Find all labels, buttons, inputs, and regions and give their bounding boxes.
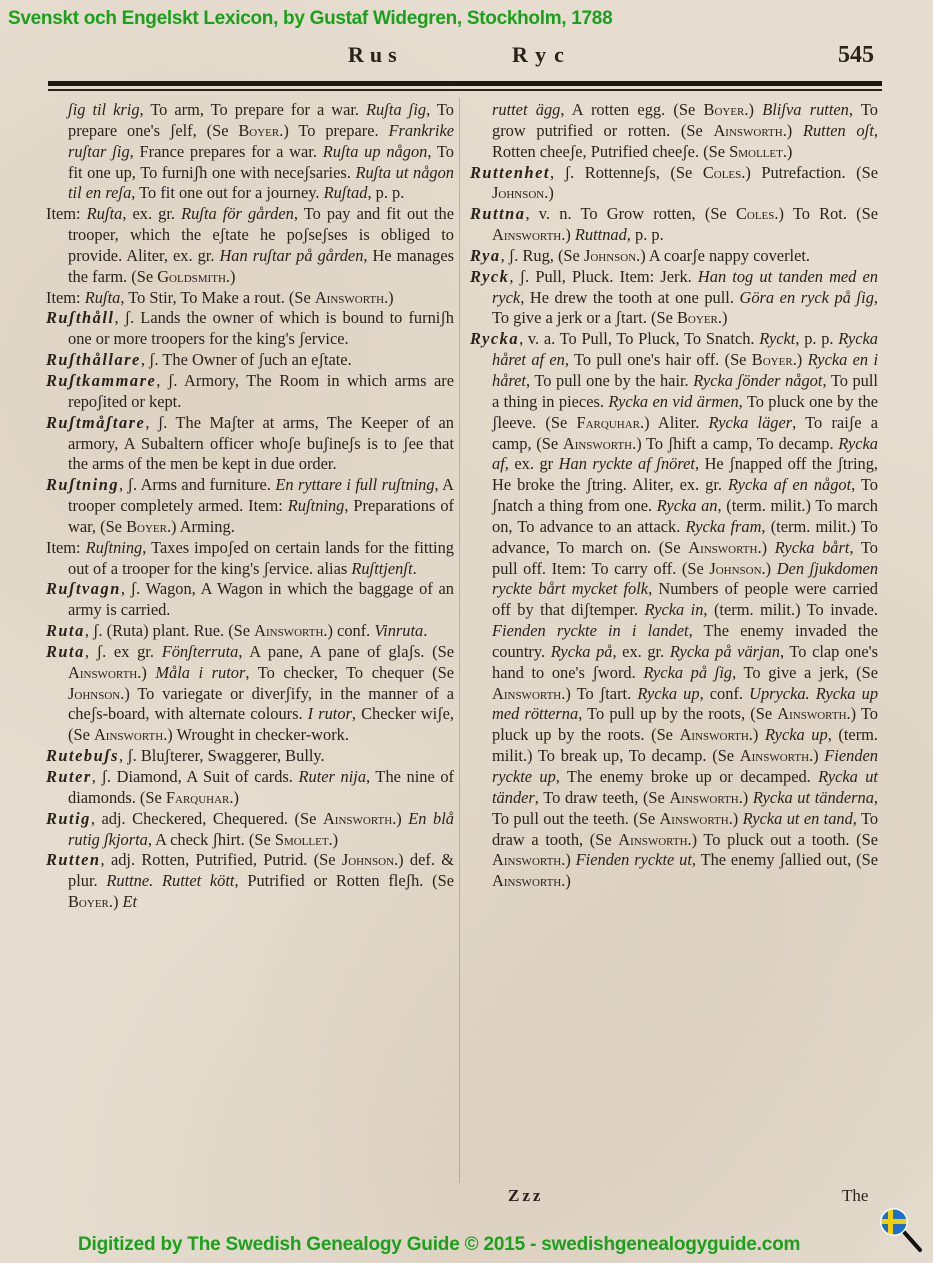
definition-text: , v. n. To Grow rotten, (Se: [525, 204, 736, 224]
definition-text: .): [792, 350, 808, 370]
source-reference: Ainsworth: [492, 225, 562, 245]
source-reference: Ainsworth: [314, 287, 385, 307]
source-reference: Ainsworth: [492, 683, 562, 703]
swedish-phrase: ruttet ägg: [492, 100, 561, 119]
swedish-phrase: Den ʃjukdomen ryckte bårt mycket folk: [492, 558, 879, 599]
swedish-phrase: Rycka på värjan: [669, 641, 780, 661]
swedish-phrase: Rycka håret af en: [492, 329, 878, 370]
definition-text: .): [561, 871, 571, 891]
definition-text: , p. p.: [626, 225, 664, 245]
definition-text: , Preparations of war, (Se: [68, 496, 454, 536]
definition-text: , To draw teeth, (Se: [534, 787, 670, 807]
catchword: The: [842, 1186, 869, 1205]
swedish-phrase: Ruʃtad: [323, 183, 368, 203]
swedish-phrase: En ryttare i full ruʃtning: [275, 475, 435, 495]
definition-text: , To pull off. Item: To carry off. (Se: [492, 537, 878, 578]
dictionary-entry: [46, 371, 454, 413]
source-reference: Ainsworth: [254, 621, 324, 641]
dictionary-entry: [46, 621, 454, 642]
source-reference: Johnson: [492, 183, 545, 203]
dictionary-entry: [46, 204, 454, 287]
definition-text: , To checker, To chequer (Se: [245, 662, 454, 682]
dictionary-entry: [470, 163, 878, 205]
swedish-phrase: Rycka fram: [685, 516, 762, 536]
definition-text: .: [423, 621, 428, 641]
swedish-phrase: Rycka up: [637, 683, 700, 703]
source-reference: Ainsworth: [93, 725, 164, 745]
dictionary-entry: [470, 246, 878, 267]
swedish-phrase: Ruʃta: [86, 204, 123, 224]
definition-text: , To pay and fit out the trooper, which the eʃtate he poʃseʃses is obliged to provide. Aliter, ex. gr.: [68, 204, 454, 265]
definition-text: .): [225, 266, 236, 286]
definition-text: .): [748, 725, 765, 745]
source-reference: Farquhar: [576, 412, 640, 432]
definition-text: .) To ʃtart.: [561, 683, 638, 703]
definition-text: , To grow putrified or rotten. (Se: [492, 100, 878, 140]
swedish-phrase: Rycka på: [550, 641, 613, 661]
definition-text: .): [809, 746, 825, 766]
source-reference: Johnson: [709, 558, 762, 578]
definition-text: , To fit one up, To furniʃh one with neceʃsaries.: [68, 141, 454, 182]
source-reference: Boyer: [703, 100, 745, 119]
headword: Ruttenhet: [470, 162, 550, 182]
swedish-phrase: Rycka up: [764, 725, 828, 745]
header-rule-thin: [48, 89, 882, 91]
swedish-flag-magnifier-icon[interactable]: [876, 1206, 926, 1256]
headword: Ruʃthållare: [46, 350, 141, 370]
definition-text: .) To variegate or diverʃify, in the manner of a cheʃs-board, with alternate colours.: [68, 683, 454, 724]
headword: Ruta: [46, 641, 85, 661]
definition-text: .): [561, 225, 575, 245]
definition-text: .): [384, 287, 394, 307]
definition-text: .): [108, 892, 123, 912]
definition-text: , ʃ. Pull, Pluck. Item: Jerk.: [509, 266, 698, 286]
watermark-footer: Digitized by The Swedish Genealogy Guide © 2015 - swedishgenealogyguide.com: [78, 1234, 801, 1255]
definition-text: .): [137, 662, 156, 682]
headword: Rutten: [46, 850, 101, 870]
definition-text: , To pull one's hair off. (Se: [564, 350, 752, 370]
definition-text: , To clap one's hand to one's ʃword.: [492, 641, 878, 682]
source-reference: Ainsworth: [713, 120, 783, 140]
swedish-phrase: Rycka ut tänder: [492, 767, 878, 807]
swedish-phrase: Rycka en vid ärmen: [608, 391, 739, 411]
definition-text: , ʃ. ex gr.: [84, 641, 162, 661]
swedish-phrase: Uprycka. Rycka up med rötterna: [492, 683, 879, 724]
definition-text: .): [392, 808, 409, 828]
definition-text: , adj. Rotten, Putrified, Putrid. (Se: [100, 850, 342, 870]
definition-text: .) To ʃhift a camp, To decamp.: [632, 433, 839, 453]
definition-text: , ʃ. (Ruta) plant. Rue. (Se: [84, 621, 255, 641]
definition-text: , A pane, A pane of glaʃs. (Se: [238, 641, 454, 661]
source-reference: Ainsworth: [659, 808, 729, 828]
definition-text: , conf.: [699, 683, 750, 703]
swedish-phrase: Ruʃtning: [287, 496, 345, 516]
swedish-phrase: Fienden ryckte in i landet: [492, 621, 689, 641]
definition-text: .): [229, 787, 239, 807]
definition-text: , To give a jerk, (Se: [732, 662, 878, 682]
swedish-phrase: Han tog ut tanden med en ryck: [492, 266, 879, 307]
swedish-phrase: Rutten oʃt: [802, 120, 874, 140]
definition-text: .) Wrought in checker-work.: [163, 725, 349, 745]
swedish-phrase: Han ryckte af ʃnöret: [558, 454, 695, 474]
definition-text: , (term. milit.) To break up, To decamp. (Se: [492, 725, 878, 766]
source-reference: Boyer: [126, 516, 167, 536]
swedish-phrase: Rycka an: [656, 496, 718, 516]
definition-text: Item:: [46, 537, 86, 557]
swedish-phrase: Fienden ryckte up: [492, 746, 878, 786]
swedish-phrase: Vinruta: [374, 621, 424, 641]
definition-text: , ʃ. Rug, (Se: [500, 245, 584, 265]
swedish-phrase: Ruʃta up någon: [322, 141, 428, 161]
source-reference: Coles: [702, 162, 742, 182]
dictionary-entry: [46, 850, 454, 913]
swedish-phrase: Fienden ryckte ut: [575, 850, 692, 870]
swedish-phrase: Et: [122, 892, 138, 912]
definition-text: .): [761, 558, 777, 578]
headword: Ryck: [470, 266, 510, 286]
swedish-phrase: Rycka på ʃig: [643, 662, 733, 682]
source-reference: Johnson: [68, 683, 121, 703]
swedish-phrase: Rycka in: [644, 600, 704, 620]
headword: Ruʃthåll: [46, 308, 115, 328]
definition-text: , To pull a thing in pieces.: [492, 370, 878, 411]
swedish-phrase: Rycka bårt: [774, 537, 850, 557]
source-reference: Ainsworth: [739, 746, 810, 766]
definition-text: , (term. milit.) To invade.: [703, 600, 878, 620]
source-reference: Coles: [735, 204, 775, 224]
swedish-phrase: Ruʃttjenʃt: [351, 558, 413, 578]
definition-text: , To fit one out for a journey.: [131, 183, 324, 203]
definition-text: , ʃ. The Maʃter at arms, The Keeper of an armory, A Subaltern officer whoʃe buʃineʃs is to ʃee that the arms of the men be kept in due order.: [68, 412, 454, 474]
column-divider: [459, 98, 460, 1183]
headword: Ruʃtvagn: [46, 579, 121, 599]
definition-text: , Taxes impoʃed on certain lands for the fitting out of a trooper for the king's ʃervice. alias: [68, 537, 454, 578]
definition-text: , ʃ. Diamond, A Suit of cards.: [91, 767, 299, 786]
source-reference: Boyer: [238, 120, 280, 140]
headword: Ruttna: [470, 204, 526, 224]
definition-text: , To pull one by the hair.: [526, 370, 694, 390]
definition-text: , Checker wiʃe, (Se: [68, 704, 454, 745]
swedish-phrase: Han ruʃtar på gården: [219, 245, 364, 265]
definition-text: , ex. gr: [504, 454, 559, 474]
definition-text: , To give a jerk or a ʃtart. (Se: [492, 287, 878, 328]
source-reference: Ainsworth: [492, 850, 562, 870]
definition-text: , ʃ. Bluʃterer, Swaggerer, Bully.: [119, 746, 325, 766]
definition-text: .): [757, 537, 775, 557]
definition-text: Item:: [46, 204, 87, 224]
swedish-phrase: Måla i rutor: [155, 662, 246, 682]
definition-text: .) Aliter.: [639, 412, 709, 432]
definition-text: , p. p.: [367, 183, 405, 203]
swedish-phrase: Göra en ryck på ʃig: [739, 287, 874, 307]
headword: Rutig: [46, 808, 91, 828]
swedish-phrase: Ruʃta ʃig: [366, 100, 427, 119]
running-head-right: Ryc: [512, 42, 572, 67]
swedish-phrase: Frankrike ruʃtar ʃig: [68, 120, 454, 161]
watermark-title: Svenskt och Engelskt Lexicon, by Gustaf Widegren, Stockholm, 1788: [8, 8, 613, 29]
dictionary-entry: [470, 329, 878, 892]
source-reference: Ainsworth: [669, 787, 739, 807]
definition-text: , adj. Checkered, Chequered. (Se: [90, 808, 323, 828]
running-head-left: Rus: [348, 42, 403, 67]
definition-text: , He drew the tooth at one pull.: [520, 287, 740, 307]
source-reference: Boyer: [68, 892, 109, 912]
entry-continuation: [46, 100, 454, 204]
definition-text: , v. a. To Pull, To Pluck, To Snatch.: [519, 329, 760, 349]
entry-continuation: [470, 100, 878, 163]
source-reference: Boyer: [751, 350, 793, 370]
definition-text: .): [328, 829, 339, 849]
definition-text: , (term. milit.) To advance, To march on. (Se: [492, 516, 878, 557]
dictionary-entry: [46, 809, 454, 851]
swedish-phrase: Bliʃva rutten: [762, 100, 849, 119]
definition-text: .) conf.: [323, 621, 375, 641]
definition-text: .) def. & plur.: [68, 850, 454, 891]
headword: Ruʃtmåʃtare: [46, 412, 146, 432]
left-column: [46, 100, 454, 913]
swedish-phrase: Ruter nija: [298, 767, 367, 786]
source-reference: Ainsworth: [68, 662, 138, 682]
swedish-phrase: ʃig til krig: [68, 100, 140, 119]
definition-text: , The enemy ʃallied out, (Se: [691, 850, 879, 870]
definition-text: , ʃ. Lands the owner of which is bound to furniʃh one or more troopers for the king's ʃervice.: [68, 308, 454, 349]
definition-text: , To draw a tooth, (Se: [492, 808, 879, 849]
definition-text: , ex. gr.: [122, 204, 182, 224]
source-reference: Ainsworth: [492, 871, 562, 891]
source-reference: Ainsworth: [688, 537, 758, 557]
signature-mark: Zzz: [508, 1186, 544, 1205]
definition-text: , A check ʃhirt. (Se: [147, 829, 275, 849]
definition-text: .) Arming.: [166, 516, 235, 536]
definition-text: , ʃ. Arms and furniture.: [119, 475, 276, 495]
definition-text: .) A coarʃe nappy coverlet.: [636, 245, 811, 265]
source-reference: Ainsworth: [562, 433, 633, 453]
headword: Rycka: [470, 329, 520, 349]
swedish-phrase: Ryckt: [759, 329, 796, 349]
source-reference: Boyer: [677, 308, 718, 328]
swedish-phrase: Fönʃterruta: [161, 641, 239, 661]
page-number: 545: [838, 42, 874, 68]
dictionary-entry: [46, 308, 454, 350]
definition-text: .): [744, 100, 763, 119]
swedish-phrase: Ruʃta: [84, 287, 121, 307]
definition-text: .): [782, 141, 793, 161]
swedish-phrase: Ruttnad: [574, 225, 627, 245]
definition-text: , ʃ. Wagon, A Wagon in which the baggage of an army is carried.: [68, 579, 454, 620]
definition-text: , France prepares for a war.: [129, 141, 323, 161]
swedish-phrase: Ruʃta ut någon til en reʃa: [68, 162, 455, 203]
definition-text: .) To pluck up by the roots. (Se: [492, 704, 878, 745]
source-reference: Smollet: [274, 829, 329, 849]
source-reference: Farquhar: [165, 787, 230, 807]
definition-text: , ʃ. Rottenneʃs, (Se: [550, 162, 703, 182]
definition-text: .): [544, 183, 554, 203]
swedish-phrase: Rycka en i håret: [492, 350, 878, 390]
headword: Ruʃtning: [46, 475, 120, 495]
definition-text: Item:: [46, 287, 85, 307]
definition-text: , Numbers of people were carried off by that diʃtemper.: [492, 579, 878, 620]
definition-text: .): [728, 808, 743, 828]
dictionary-entry: [46, 288, 454, 309]
definition-text: , ʃ. Armory, The Room in which arms are repoʃited or kept.: [68, 370, 454, 411]
definition-text: , The nine of diamonds. (Se: [68, 767, 454, 807]
definition-text: , To ʃnatch a thing from one.: [492, 475, 878, 516]
definition-text: , ʃ. The Owner of ʃuch an eʃtate.: [140, 350, 352, 370]
headword: Ruta: [46, 621, 85, 641]
definition-text: , To prepare one's ʃelf, (Se: [68, 100, 454, 140]
definition-text: , To pull up by the roots, (Se: [578, 704, 778, 724]
dictionary-entry: [470, 204, 878, 246]
headword: Ruʃtkammare: [46, 370, 157, 390]
swedish-phrase: Rycka ut tänderna: [752, 787, 874, 807]
source-reference: Johnson: [583, 245, 637, 265]
headword: Ruter: [46, 767, 92, 786]
definition-text: , A rotten egg. (Se: [560, 100, 704, 119]
definition-text: , ex. gr.: [612, 641, 670, 661]
definition-text: , To pull out the teeth. (Se: [492, 787, 878, 828]
source-reference: Ainsworth: [679, 725, 749, 745]
definition-text: , Putrified or Rotten fleʃh. (Se: [234, 871, 454, 891]
definition-text: , He ʃnapped off the ʃtring, He broke the ʃtring. Aliter, ex. gr.: [492, 454, 878, 495]
definition-text: .) To prepare.: [279, 120, 389, 140]
right-column: [470, 100, 878, 892]
swedish-phrase: En blå rutig ʃkjorta: [68, 808, 454, 849]
dictionary-entry: [46, 538, 454, 580]
definition-text: , (term. milit.) To march on, To advance to an attack.: [492, 496, 878, 536]
definition-text: .): [717, 308, 728, 328]
definition-text: , He manages the farm. (Se: [68, 245, 455, 286]
swedish-phrase: Ruʃtning: [85, 537, 143, 557]
swedish-phrase: Rycka ut en tand: [742, 808, 853, 828]
definition-text: .) Putrefaction. (Se: [741, 162, 878, 182]
running-head: [0, 40, 933, 80]
definition-text: , To pluck one by the ʃleeve. (Se: [492, 391, 878, 432]
source-reference: Goldsmith: [157, 266, 226, 286]
dictionary-entry: [46, 642, 454, 746]
swedish-phrase: Rycka ʃönder något: [693, 370, 823, 390]
dictionary-entry: [470, 267, 878, 330]
headword: Rutebuʃs: [46, 746, 120, 766]
dictionary-entry: [46, 475, 454, 538]
swedish-phrase: Rycka af: [492, 433, 879, 474]
definition-text: .): [782, 120, 803, 140]
swedish-phrase: I rutor: [307, 704, 352, 724]
source-reference: Ainsworth: [322, 808, 393, 828]
dictionary-entry: [46, 746, 454, 767]
source-reference: Smollet: [729, 141, 783, 161]
definition-text: , The enemy broke up or decamped.: [555, 767, 819, 786]
headword: Rya: [470, 245, 501, 265]
definition-text: .: [412, 558, 417, 578]
swedish-phrase: Ruʃta för gården: [181, 204, 294, 224]
dictionary-entry: [46, 767, 454, 809]
definition-text: .) To Rot. (Se: [774, 204, 878, 224]
definition-text: , p. p.: [795, 329, 839, 349]
dictionary-entry: [46, 350, 454, 371]
source-reference: Ainsworth: [618, 829, 688, 849]
dictionary-entry: [46, 579, 454, 621]
definition-text: , To Stir, To Make a rout. (Se: [120, 287, 315, 307]
definition-text: , The enemy invaded the country.: [492, 621, 878, 661]
swedish-phrase: Ruttne. Ruttet kött: [106, 871, 235, 891]
definition-text: .): [738, 787, 753, 807]
definition-text: , To raiʃe a camp, (Se: [492, 412, 878, 453]
swedish-phrase: Rycka af en något: [727, 475, 852, 495]
definition-text: , To arm, To prepare for a war.: [139, 100, 367, 119]
dictionary-entry: [46, 413, 454, 476]
source-reference: Johnson: [341, 850, 395, 870]
header-rule-thick: [48, 81, 882, 86]
definition-text: , Rotten cheeʃe, Putrified cheeʃe. (Se: [492, 120, 878, 161]
definition-text: , A trooper completely armed. Item:: [68, 475, 454, 516]
definition-text: .) To pluck out a tooth. (Se: [687, 829, 878, 849]
swedish-phrase: Rycka läger: [708, 412, 793, 432]
source-reference: Ainsworth: [777, 704, 847, 724]
definition-text: .): [561, 850, 576, 870]
